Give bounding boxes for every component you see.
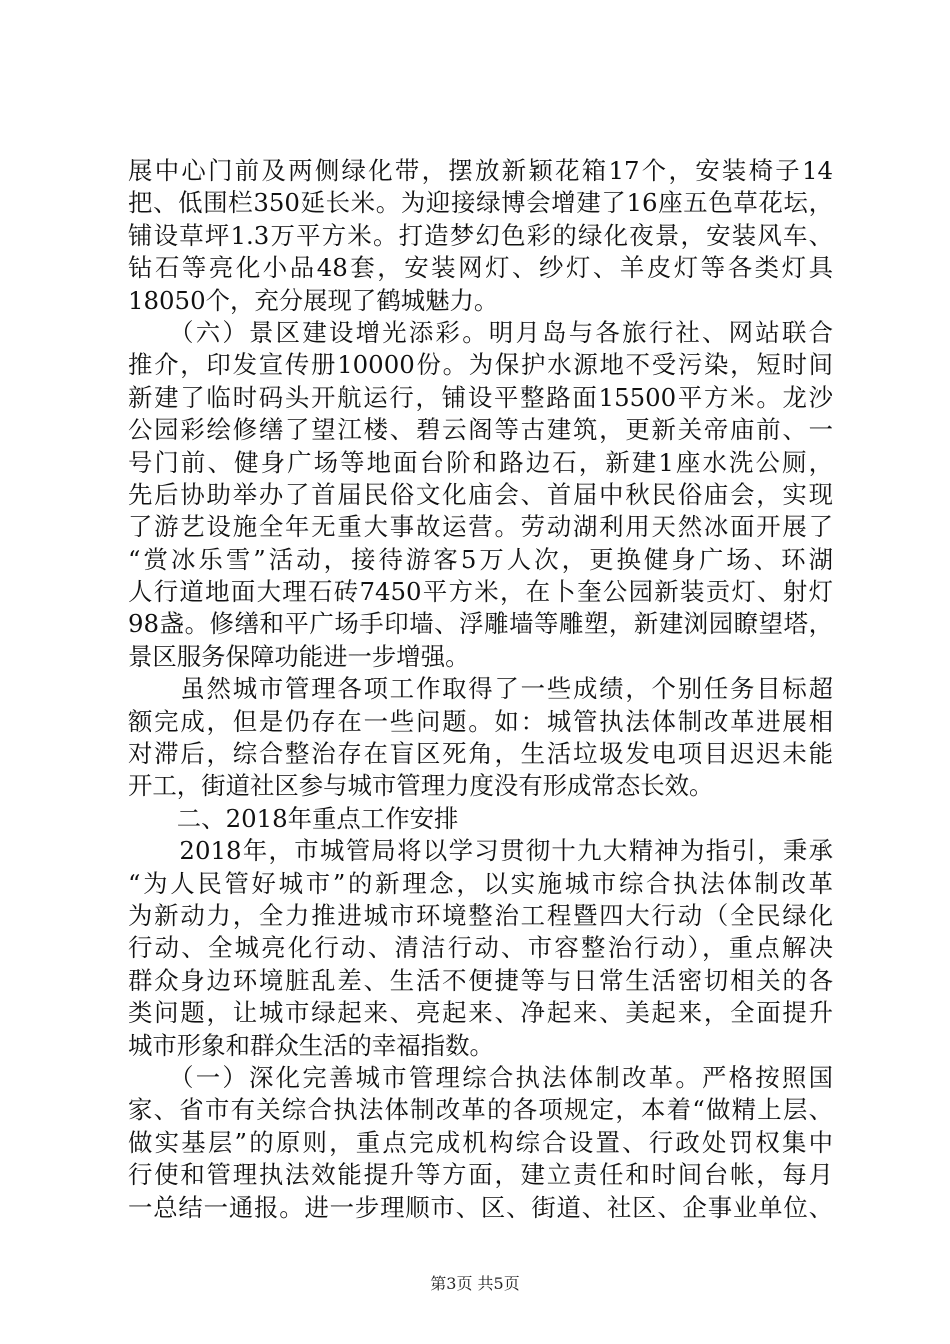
text-line: （六）景区建设增光添彩。明月岛与各旅行社、网站联合 [128, 317, 833, 347]
text-line: 群众身边环境脏乱差、生活不便捷等与日常生活密切相关的各 [128, 965, 833, 995]
text-line: 类问题，让城市绿起来、亮起来、净起来、美起来，全面提升 [128, 998, 833, 1028]
text-line: 景区服务保障功能进一步增强。 [128, 641, 470, 671]
text-line: “赏冰乐雪”活动，接待游客5万人次，更换健身广场、环湖 [128, 544, 833, 574]
text-line: 铺设草坪1.3万平方米。打造梦幻色彩的绿化夜景，安装风车、 [128, 220, 833, 250]
text-line: 对滞后，综合整治存在盲区死角，生活垃圾发电项目迟迟未能 [128, 739, 833, 769]
text-line: 城市形象和群众生活的幸福指数。 [128, 1030, 494, 1060]
text-line: 做实基层”的原则，重点完成机构综合设置、行政处罚权集中 [128, 1127, 833, 1157]
text-line: 推介，印发宣传册10000份。为保护水源地不受污染，短时间 [128, 350, 833, 380]
text-line: 家、省市有关综合执法体制改革的各项规定，本着“做精上层、 [128, 1095, 833, 1125]
text-line: 虽然城市管理各项工作取得了一些成绩，个别任务目标超 [128, 674, 833, 704]
text-line: 一总结一通报。进一步理顺市、区、街道、社区、企事业单位、 [128, 1192, 833, 1222]
text-line: （一）深化完善城市管理综合执法体制改革。严格按照国 [128, 1062, 833, 1092]
text-line: 公园彩绘修缮了望江楼、碧云阁等古建筑，更新关帝庙前、一 [128, 415, 833, 445]
text-line: 把、低围栏350延长米。为迎接绿博会增建了16座五色草花坛， [128, 188, 833, 218]
text-line: 展中心门前及两侧绿化带，摆放新颖花箱17个，安装椅子14 [128, 156, 833, 185]
text-line: 号门前、健身广场等地面台阶和路边石，新建1座水洗公厕， [128, 447, 833, 477]
text-line: 行动、全城亮化行动、清洁行动、市容整治行动），重点解决 [128, 933, 833, 963]
text-line: 人行道地面大理石砖7450平方米，在卜奎公园新装贡灯、射灯 [128, 577, 833, 607]
text-line: 为新动力，全力推进城市环境整治工程暨四大行动（全民绿化 [128, 900, 833, 930]
text-line: 二、2018年重点工作安排 [128, 803, 459, 833]
text-line: 了游艺设施全年无重大事故运营。劳动湖利用天然冰面开展了 [128, 512, 833, 542]
text-line: 额完成，但是仍存在一些问题。如：城管执法体制改革进展相 [128, 706, 833, 736]
text-line: “为人民管好城市”的新理念，以实施城市综合执法体制改革 [128, 868, 833, 898]
text-line: 18050个，充分展现了鹤城魅力。 [128, 285, 499, 315]
text-line: 行使和管理执法效能提升等方面，建立责任和时间台帐，每月 [128, 1160, 833, 1190]
text-line: 开工，街道社区参与城市管理力度没有形成常态长效。 [128, 771, 714, 801]
text-line: 钻石等亮化小品48套，安装网灯、纱灯、羊皮灯等各类灯具 [128, 253, 833, 283]
text-line: 新建了临时码头开航运行，铺设平整路面15500平方米。龙沙 [128, 382, 833, 412]
document-body [128, 155, 833, 1224]
text-line: 2018年，市城管局将以学习贯彻十九大精神为指引，秉承 [128, 836, 833, 866]
page-footer: 第3页 共5页 [430, 1274, 520, 1293]
text-line: 先后协助举办了首届民俗文化庙会、首届中秋民俗庙会，实现 [128, 479, 833, 509]
text-line: 98盏。修缮和平广场手印墙、浮雕墙等雕塑，新建浏园瞭望塔， [128, 609, 833, 639]
